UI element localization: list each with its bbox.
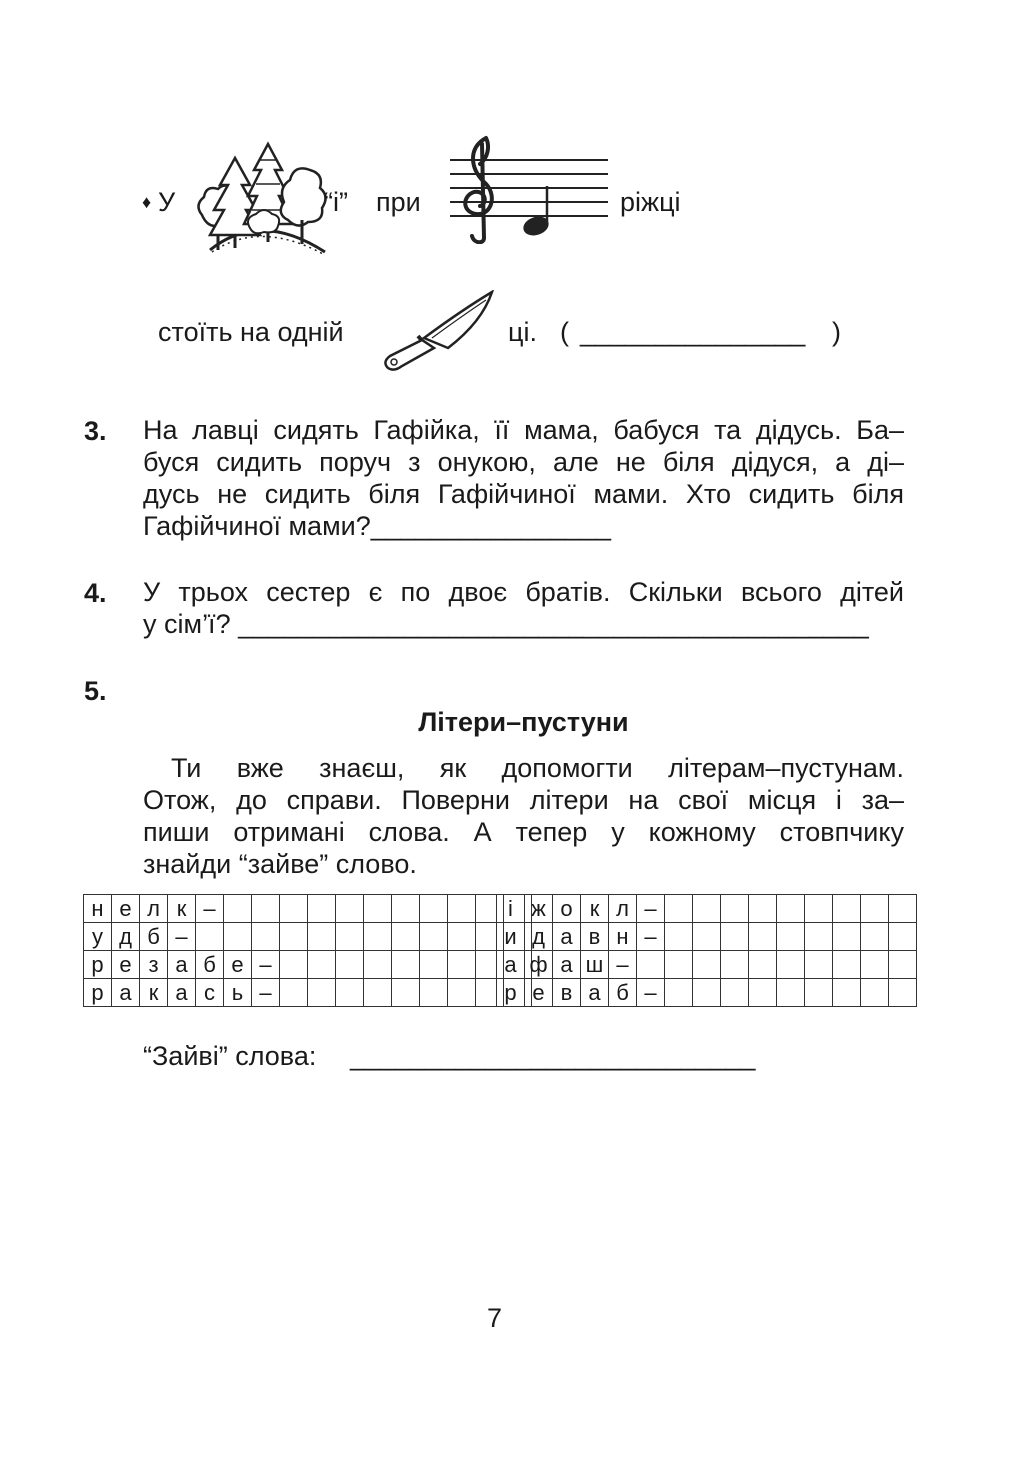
grid-empty-cell[interactable] <box>448 979 476 1007</box>
grid-empty-cell[interactable] <box>693 895 721 923</box>
riddle-phrase-stoit: стоїть на одній <box>158 317 344 347</box>
grid-empty-cell[interactable] <box>364 923 392 951</box>
grid-empty-cell[interactable] <box>721 979 749 1007</box>
grid-letter-cell: і <box>497 895 525 923</box>
grid-letter-cell: д <box>525 923 553 951</box>
grid-empty-cell[interactable] <box>336 979 364 1007</box>
grid-empty-cell[interactable] <box>364 951 392 979</box>
grid-empty-cell[interactable] <box>861 951 889 979</box>
grid-letter-cell: о <box>553 895 581 923</box>
riddle-word-tsi: ці. <box>508 317 537 347</box>
grid-letter-cell: – <box>252 979 280 1007</box>
grid-row <box>84 923 532 951</box>
grid-letter-cell: р <box>497 979 525 1007</box>
grid-empty-cell[interactable] <box>336 895 364 923</box>
grid-empty-cell[interactable] <box>889 979 917 1007</box>
grid-row <box>84 979 532 1007</box>
grid-letter-cell: а <box>168 951 196 979</box>
grid-letter-cell: – <box>637 979 665 1007</box>
grid-empty-cell[interactable] <box>861 923 889 951</box>
grid-letter-cell: а <box>497 951 525 979</box>
grid-empty-cell[interactable] <box>693 951 721 979</box>
grid-empty-cell[interactable] <box>308 923 336 951</box>
grid-empty-cell[interactable] <box>889 951 917 979</box>
task-5-line: пиши отримані слова. А тепер у кожному стовпчику <box>143 817 904 847</box>
grid-row <box>497 979 917 1007</box>
grid-empty-cell[interactable] <box>364 895 392 923</box>
grid-empty-cell[interactable] <box>308 979 336 1007</box>
task-4-text <box>143 576 904 640</box>
letter-grid-left[interactable] <box>83 894 532 1007</box>
grid-letter-cell: б <box>609 979 637 1007</box>
page-number: 7 <box>487 1303 503 1333</box>
grid-letter-cell: р <box>84 951 112 979</box>
grid-empty-cell[interactable] <box>749 923 777 951</box>
grid-empty-cell[interactable] <box>777 979 805 1007</box>
grid-letter-cell: е <box>112 951 140 979</box>
grid-letter-cell: к <box>581 895 609 923</box>
grid-empty-cell[interactable] <box>280 979 308 1007</box>
extra-words-blank[interactable]: ___________________________ <box>350 1041 756 1071</box>
grid-letter-cell: и <box>497 923 525 951</box>
task-4-answer-line[interactable]: у сім’ї? __________________________________________ <box>143 609 869 639</box>
grid-empty-cell[interactable] <box>805 923 833 951</box>
grid-letter-cell: н <box>609 923 637 951</box>
task-5-line: Отож, до справи. Поверни літери на свої місця і за– <box>143 785 904 815</box>
grid-empty-cell[interactable] <box>833 895 861 923</box>
grid-empty-cell[interactable] <box>833 979 861 1007</box>
grid-empty-cell[interactable] <box>721 951 749 979</box>
riddle-word-rizhtsi: ріжці <box>620 187 681 217</box>
grid-empty-cell[interactable] <box>805 951 833 979</box>
grid-empty-cell[interactable] <box>392 923 420 951</box>
grid-empty-cell[interactable] <box>224 923 252 951</box>
grid-row <box>497 923 917 951</box>
grid-empty-cell[interactable] <box>833 923 861 951</box>
grid-empty-cell[interactable] <box>665 951 693 979</box>
grid-empty-cell[interactable] <box>637 951 665 979</box>
task-4-number: 4. <box>84 578 107 608</box>
grid-empty-cell[interactable] <box>392 895 420 923</box>
grid-letter-cell: ш <box>581 951 609 979</box>
grid-empty-cell[interactable] <box>749 979 777 1007</box>
grid-empty-cell[interactable] <box>420 895 448 923</box>
grid-empty-cell[interactable] <box>777 895 805 923</box>
grid-letter-cell: – <box>637 923 665 951</box>
grid-empty-cell[interactable] <box>721 895 749 923</box>
grid-empty-cell[interactable] <box>889 895 917 923</box>
grid-letter-cell: к <box>140 979 168 1007</box>
knife-icon <box>382 290 496 372</box>
grid-letter-cell: – <box>252 951 280 979</box>
grid-row <box>497 895 917 923</box>
grid-letter-cell: е <box>112 895 140 923</box>
grid-empty-cell[interactable] <box>777 923 805 951</box>
grid-letter-cell: е <box>525 979 553 1007</box>
grid-letter-cell: л <box>140 895 168 923</box>
grid-empty-cell[interactable] <box>196 923 224 951</box>
task-3-line: буся сидить поруч з онукою, але не біля дідуся, а ді– <box>143 447 904 477</box>
grid-letter-cell: – <box>637 895 665 923</box>
grid-empty-cell[interactable] <box>336 923 364 951</box>
grid-letter-cell: б <box>140 923 168 951</box>
grid-letter-cell: – <box>609 951 637 979</box>
grid-empty-cell[interactable] <box>749 895 777 923</box>
grid-empty-cell[interactable] <box>448 895 476 923</box>
grid-letter-cell: р <box>84 979 112 1007</box>
grid-letter-cell: к <box>168 895 196 923</box>
grid-empty-cell[interactable] <box>420 951 448 979</box>
grid-letter-cell: ь <box>224 979 252 1007</box>
grid-empty-cell[interactable] <box>693 923 721 951</box>
grid-empty-cell[interactable] <box>308 951 336 979</box>
bullet: ♦ <box>142 192 152 212</box>
grid-letter-cell: а <box>581 979 609 1007</box>
task-5-line: знайди “зайве” слово. <box>143 849 417 879</box>
grid-empty-cell[interactable] <box>280 951 308 979</box>
riddle-word-u: У <box>158 187 176 217</box>
grid-empty-cell[interactable] <box>833 951 861 979</box>
grid-empty-cell[interactable] <box>889 923 917 951</box>
grid-empty-cell[interactable] <box>665 923 693 951</box>
task-3-text <box>143 414 904 542</box>
grid-letter-cell: л <box>609 895 637 923</box>
grid-empty-cell[interactable] <box>749 951 777 979</box>
grid-letter-cell: а <box>168 979 196 1007</box>
task-5-title: Літери–пустуни <box>418 707 629 737</box>
letter-grid-right[interactable] <box>496 894 917 1007</box>
grid-empty-cell[interactable] <box>280 923 308 951</box>
grid-empty-cell[interactable] <box>420 979 448 1007</box>
task-3-answer-line[interactable]: Гафійчиної мами?________________ <box>143 511 611 541</box>
extra-words-label: “Зайві” слова: <box>143 1041 317 1071</box>
grid-empty-cell[interactable] <box>861 895 889 923</box>
grid-empty-cell[interactable] <box>224 895 252 923</box>
task-3-line: На лавці сидять Гафійка, її мама, бабуся та дідусь. Ба– <box>143 415 904 445</box>
treble-clef-note-icon <box>440 134 612 244</box>
grid-empty-cell[interactable] <box>665 895 693 923</box>
task-5-text <box>143 752 904 880</box>
grid-empty-cell[interactable] <box>805 895 833 923</box>
grid-empty-cell[interactable] <box>721 923 749 951</box>
answer-close-paren: ) <box>832 317 841 347</box>
grid-letter-cell: а <box>553 923 581 951</box>
grid-empty-cell[interactable] <box>805 979 833 1007</box>
grid-empty-cell[interactable] <box>280 895 308 923</box>
grid-empty-cell[interactable] <box>861 979 889 1007</box>
task-3-number: 3. <box>84 416 107 446</box>
grid-letter-cell: а <box>553 951 581 979</box>
grid-letter-cell: в <box>553 979 581 1007</box>
task-3-line: дусь не сидить біля Гафійчиної мами. Хто сидить біля <box>143 479 904 509</box>
grid-empty-cell[interactable] <box>336 951 364 979</box>
grid-letter-cell: б <box>196 951 224 979</box>
grid-empty-cell[interactable] <box>364 979 392 1007</box>
grid-empty-cell[interactable] <box>448 923 476 951</box>
task-4-line: У трьох сестер є по двоє братів. Скільки всього дітей <box>143 577 904 607</box>
grid-letter-cell: з <box>140 951 168 979</box>
grid-empty-cell[interactable] <box>448 951 476 979</box>
grid-letter-cell: е <box>224 951 252 979</box>
riddle-word-pry: при <box>376 187 421 217</box>
grid-letter-cell: а <box>112 979 140 1007</box>
grid-empty-cell[interactable] <box>665 979 693 1007</box>
grid-letter-cell: – <box>196 895 224 923</box>
grid-letter-cell: ф <box>525 951 553 979</box>
task-5-number: 5. <box>84 676 107 706</box>
grid-letter-cell: д <box>112 923 140 951</box>
grid-empty-cell[interactable] <box>392 951 420 979</box>
grid-row <box>84 895 532 923</box>
grid-letter-cell: у <box>84 923 112 951</box>
grid-letter-cell: ж <box>525 895 553 923</box>
answer-open-paren: ( <box>560 317 569 347</box>
grid-empty-cell[interactable] <box>308 895 336 923</box>
riddle-answer-blank[interactable]: _______________ <box>580 317 806 347</box>
grid-empty-cell[interactable] <box>777 951 805 979</box>
grid-empty-cell[interactable] <box>252 923 280 951</box>
grid-empty-cell[interactable] <box>693 979 721 1007</box>
forest-icon <box>190 140 330 260</box>
grid-letter-cell: н <box>84 895 112 923</box>
grid-letter-cell: с <box>196 979 224 1007</box>
grid-row <box>84 951 532 979</box>
grid-empty-cell[interactable] <box>420 923 448 951</box>
riddle-letter-i: “і” <box>324 187 348 217</box>
grid-empty-cell[interactable] <box>252 895 280 923</box>
grid-letter-cell: – <box>168 923 196 951</box>
grid-row <box>497 951 917 979</box>
grid-empty-cell[interactable] <box>392 979 420 1007</box>
task-5-line: Ти вже знаєш, як допомогти літерам–пустунам. <box>171 753 904 783</box>
grid-letter-cell: в <box>581 923 609 951</box>
